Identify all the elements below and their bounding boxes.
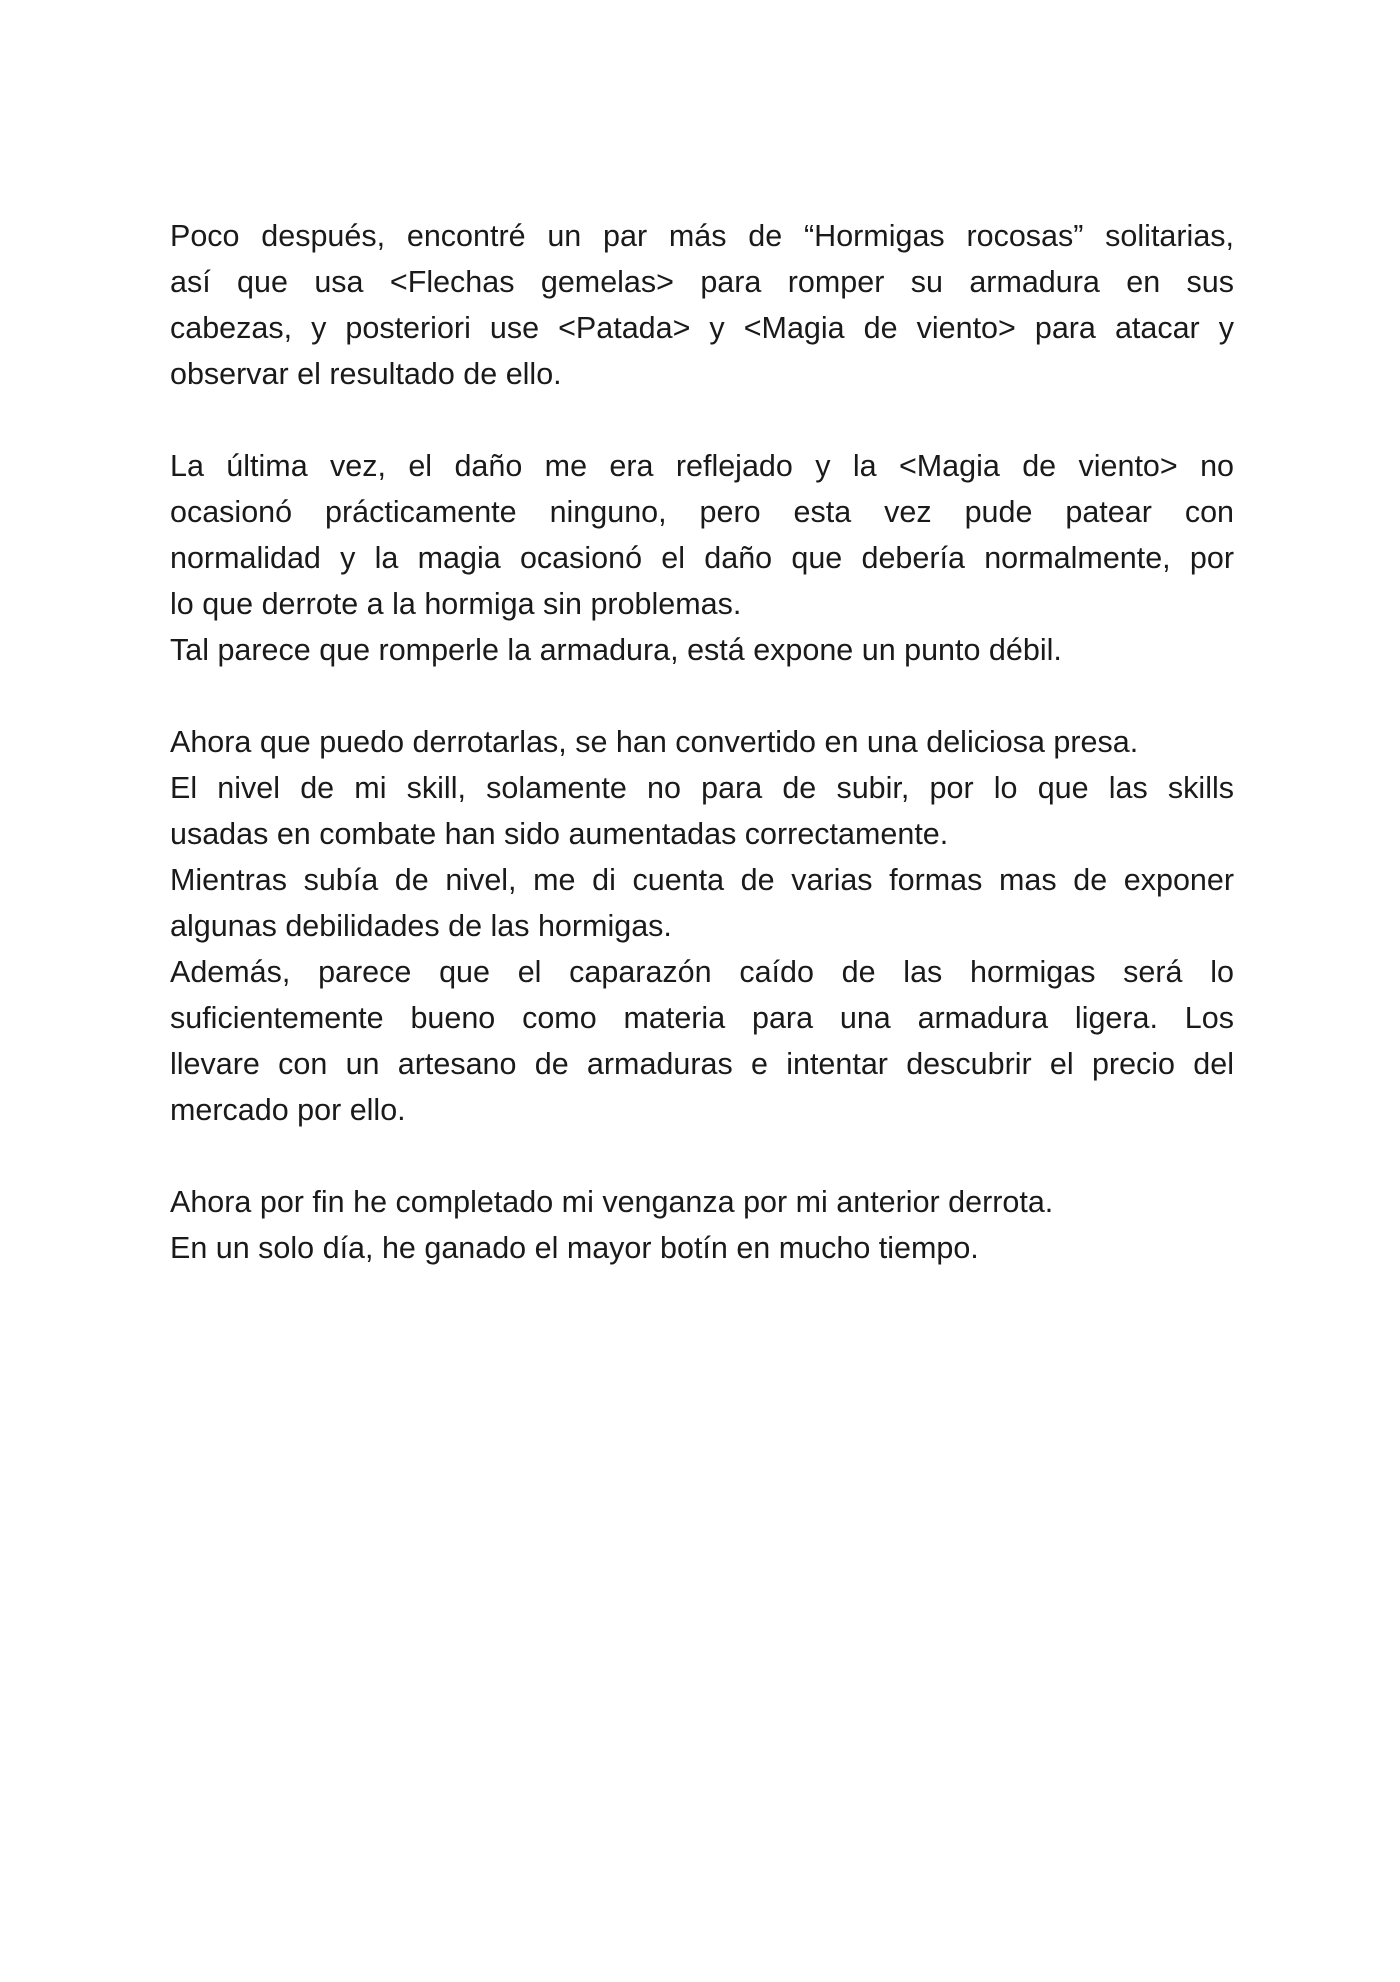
text-line: Tal parece que romperle la armadura, está expone un punto débil. [170,633,1062,667]
text-line: Ahora que puedo derrotarlas, se han convertido en una deliciosa presa. [170,725,1139,759]
text-line: mercado por ello. [170,1093,406,1127]
text-line: Además, parece que el caparazón caído de las hormigas será lo [170,955,1234,989]
text-line: Mientras subía de nivel, me di cuenta de varias formas mas de exponer [170,863,1234,897]
paragraph-4 [170,1179,1234,1271]
paragraph-1 [170,213,1234,397]
text-line: lo que derrote a la hormiga sin problemas. [170,587,742,621]
paragraph-3 [170,719,1234,1133]
text-line: Poco después, encontré un par más de “Hormigas rocosas” solitarias, [170,219,1234,253]
text-line: ocasionó prácticamente ninguno, pero esta vez pude patear con [170,495,1234,529]
text-line: suficientemente bueno como materia para una armadura ligera. Los [170,1001,1234,1035]
text-line: observar el resultado de ello. [170,357,562,391]
text-line: La última vez, el daño me era reflejado y la <Magia de viento> no [170,449,1234,483]
text-line: usadas en combate han sido aumentadas correctamente. [170,817,949,851]
paragraph-2 [170,443,1234,673]
text-line: El nivel de mi skill, solamente no para de subir, por lo que las skills [170,771,1234,805]
text-line: algunas debilidades de las hormigas. [170,909,672,943]
text-line: normalidad y la magia ocasionó el daño que debería normalmente, por [170,541,1234,575]
text-line: llevare con un artesano de armaduras e intentar descubrir el precio del [170,1047,1234,1081]
document-body [170,213,1234,1317]
text-line: cabezas, y posteriori use <Patada> y <Magia de viento> para atacar y [170,311,1234,345]
text-line: En un solo día, he ganado el mayor botín en mucho tiempo. [170,1231,979,1265]
text-line: Ahora por fin he completado mi venganza por mi anterior derrota. [170,1185,1054,1219]
text-line: así que usa <Flechas gemelas> para romper su armadura en sus [170,265,1234,299]
